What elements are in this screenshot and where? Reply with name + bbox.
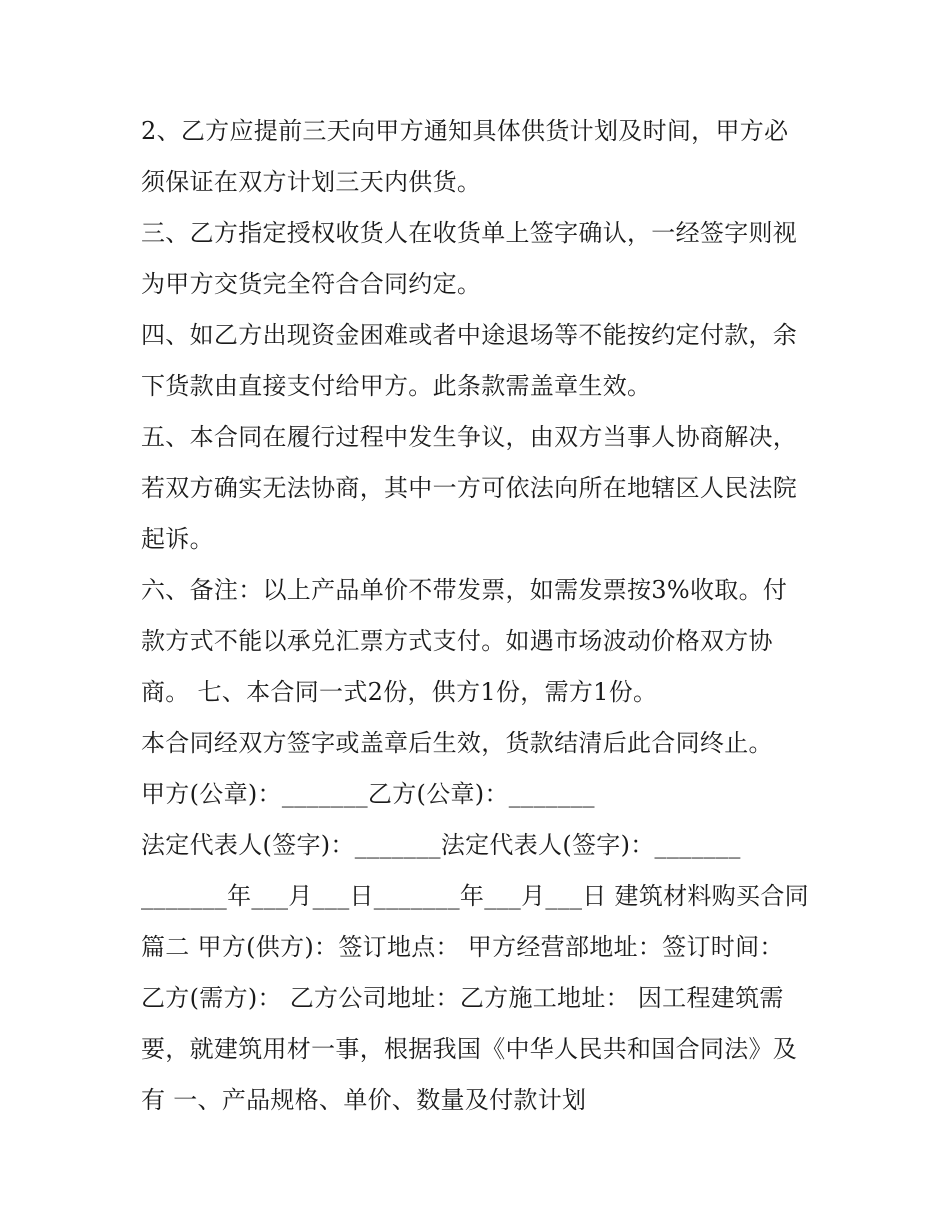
text-line: 篇二 甲方(供方)：签订地点： 甲方经营部地址：签订时间： <box>141 933 784 961</box>
text-line: 要，就建筑用材一事，根据我国《中华人民共和国合同法》及 <box>141 1035 798 1063</box>
text-line: 下货款由直接支付给甲方。此条款需盖章生效。 <box>141 372 652 400</box>
text-line: 起诉。 <box>141 525 214 553</box>
text-line: 六、备注：以上产品单价不带发票，如需发票按3%收取。付 <box>141 576 788 604</box>
signature-line-representative: 法定代表人(签字)：_______法定代表人(签字)：_______ <box>141 831 741 859</box>
text-line: 款方式不能以承兑汇票方式支付。如遇市场波动价格双方协 <box>141 627 773 655</box>
text-line: 须保证在双方计划三天内供货。 <box>141 168 482 196</box>
signature-line-seal: 甲方(公章)：_______乙方(公章)：_______ <box>141 780 595 808</box>
date-line: _______年___月___日_______年___月___日 建筑材料购买合同 <box>141 882 809 910</box>
text-line: 本合同经双方签字或盖章后生效，货款结清后此合同终止。 <box>141 729 773 757</box>
text-line: 乙方(需方)： 乙方公司地址：乙方施工地址： 因工程建筑需 <box>141 984 784 1012</box>
text-line: 为甲方交货完全符合合同约定。 <box>141 270 482 298</box>
text-line: 三、乙方指定授权收货人在收货单上签字确认，一经签字则视 <box>141 219 798 247</box>
text-line: 2、乙方应提前三天向甲方通知具体供货计划及时间，甲方必 <box>141 117 789 145</box>
text-line: 五、本合同在履行过程中发生争议，由双方当事人协商解决， <box>141 423 798 451</box>
document-body <box>141 106 821 1126</box>
text-line: 有 一、产品规格、单价、数量及付款计划 <box>141 1086 587 1114</box>
text-line: 商。 七、本合同一式2份，供方1份，需方1份。 <box>141 678 658 706</box>
text-line: 若双方确实无法协商，其中一方可依法向所在地辖区人民法院 <box>141 474 798 502</box>
text-line: 四、如乙方出现资金困难或者中途退场等不能按约定付款，余 <box>141 321 798 349</box>
